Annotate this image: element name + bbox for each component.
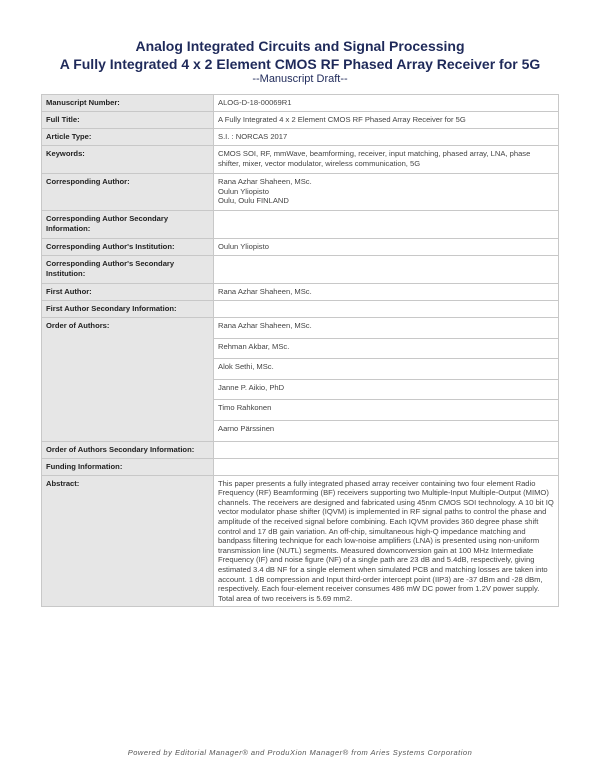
field-label: Order of Authors Secondary Information: (42, 441, 214, 458)
journal-title: Analog Integrated Circuits and Signal Processing (135, 38, 465, 54)
table-row (42, 458, 559, 475)
corresponding-author-value (214, 174, 559, 211)
table-row (42, 256, 559, 284)
field-label: Order of Authors: (42, 318, 214, 442)
first-author-value: Rana Azhar Shaheen, MSc. (214, 284, 559, 301)
table-row (42, 174, 559, 211)
field-label: Corresponding Author's Secondary Institution: (42, 256, 214, 284)
field-label: Funding Information: (42, 458, 214, 475)
author-entry: Aarno Pärssinen (214, 420, 559, 441)
field-label: Full Title: (42, 112, 214, 129)
author-entry: Rana Azhar Shaheen, MSc. (214, 318, 559, 339)
field-label: Corresponding Author's Institution: (42, 239, 214, 256)
table-row (42, 239, 559, 256)
powered-by-footer: Powered by Editorial Manager® and ProduXion Manager® from Aries Systems Corporation (127, 748, 473, 757)
author-entry: Janne P. Aikio, PhD (214, 379, 559, 400)
document-header (0, 38, 600, 86)
paper-title: A Fully Integrated 4 x 2 Element CMOS RF Phased Array Receiver for 5G (59, 56, 541, 72)
first-author-secondary-value (214, 301, 559, 318)
field-label: First Author Secondary Information: (42, 301, 214, 318)
table-row (42, 475, 559, 607)
field-label: Keywords: (42, 146, 214, 174)
manuscript-info-table (41, 94, 559, 607)
table-row (42, 284, 559, 301)
corresponding-author-secondary-value (214, 211, 559, 239)
draft-label: --Manuscript Draft-- (252, 73, 348, 85)
keywords-value: CMOS SOI, RF, mmWave, beamforming, receiver, input matching, phased array, LNA, phase shifter, mixer, vector modulator, wireless communication, 5G (214, 146, 559, 174)
field-label: Manuscript Number: (42, 95, 214, 112)
abstract-text: This paper presents a fully integrated phased array receiver containing two four element Radio Frequency (RF) Beamforming (BF) receivers supporting two Multiple-Input Multiple-Output (MIMO) channels. The receivers are designed and fabricated using 45nm CMOS SOI technology. A 10 bit IQ vector modulator phase shifter (IQVM) is implemented in RF signal paths to control the phase and amplitude of the received signal before combining. Each IQVM provides 360 degree phase shift control and 17 dB gain variation. An off-chip, simultaneous high-Q impedance matching and bandpass filtering technique for each low-noise amplifiers (LNA) is presented using non-uniform transmission line (NUTL) segments. Measured downconversion gain at 100 MHz Intermediate Frequency (IF) and noise figure (NF) of a single path are 23 dB and 5.4dB, respectively, giving estimated 3.4 dB NF for a single element when simulated PCB and matching losses are taken into account. 1 dB compression and Input third-order intercept point (IIP3) are -37 dBm and -28 dBm, respectively. Each four-element receiver consumes 486 mW DC power from 1.2V power supply. Total area of two receivers is 5.69 mm2. (214, 475, 559, 607)
table-row (42, 129, 559, 146)
table-row (42, 146, 559, 174)
funding-value (214, 458, 559, 475)
full-title-value: A Fully Integrated 4 x 2 Element CMOS RF Phased Array Receiver for 5G (214, 112, 559, 129)
author-entry: Rehman Akbar, MSc. (214, 338, 559, 359)
author-entry: Timo Rahkonen (214, 400, 559, 421)
corresponding-author-institution: Oulun Yliopisto (218, 186, 269, 196)
table-row (42, 95, 559, 112)
field-label: Abstract: (42, 475, 214, 607)
order-of-authors-secondary-value (214, 441, 559, 458)
table-row (42, 301, 559, 318)
corresponding-author-location: Oulu, Oulu FINLAND (218, 196, 289, 206)
corresponding-author-name: Rana Azhar Shaheen, MSc. (218, 177, 312, 186)
field-label: Corresponding Author Secondary Information: (42, 211, 214, 239)
table-row (42, 211, 559, 239)
field-label: Article Type: (42, 129, 214, 146)
field-label: Corresponding Author: (42, 174, 214, 211)
field-label: First Author: (42, 284, 214, 301)
corresponding-institution-value: Oulun Yliopisto (214, 239, 559, 256)
article-type-value: S.I. : NORCAS 2017 (214, 129, 559, 146)
table-row (42, 112, 559, 129)
table-row (42, 318, 559, 339)
manuscript-number-value: ALOG-D-18-00069R1 (214, 95, 559, 112)
corresponding-institution-secondary-value (214, 256, 559, 284)
table-row (42, 441, 559, 458)
author-entry: Alok Sethi, MSc. (214, 359, 559, 380)
